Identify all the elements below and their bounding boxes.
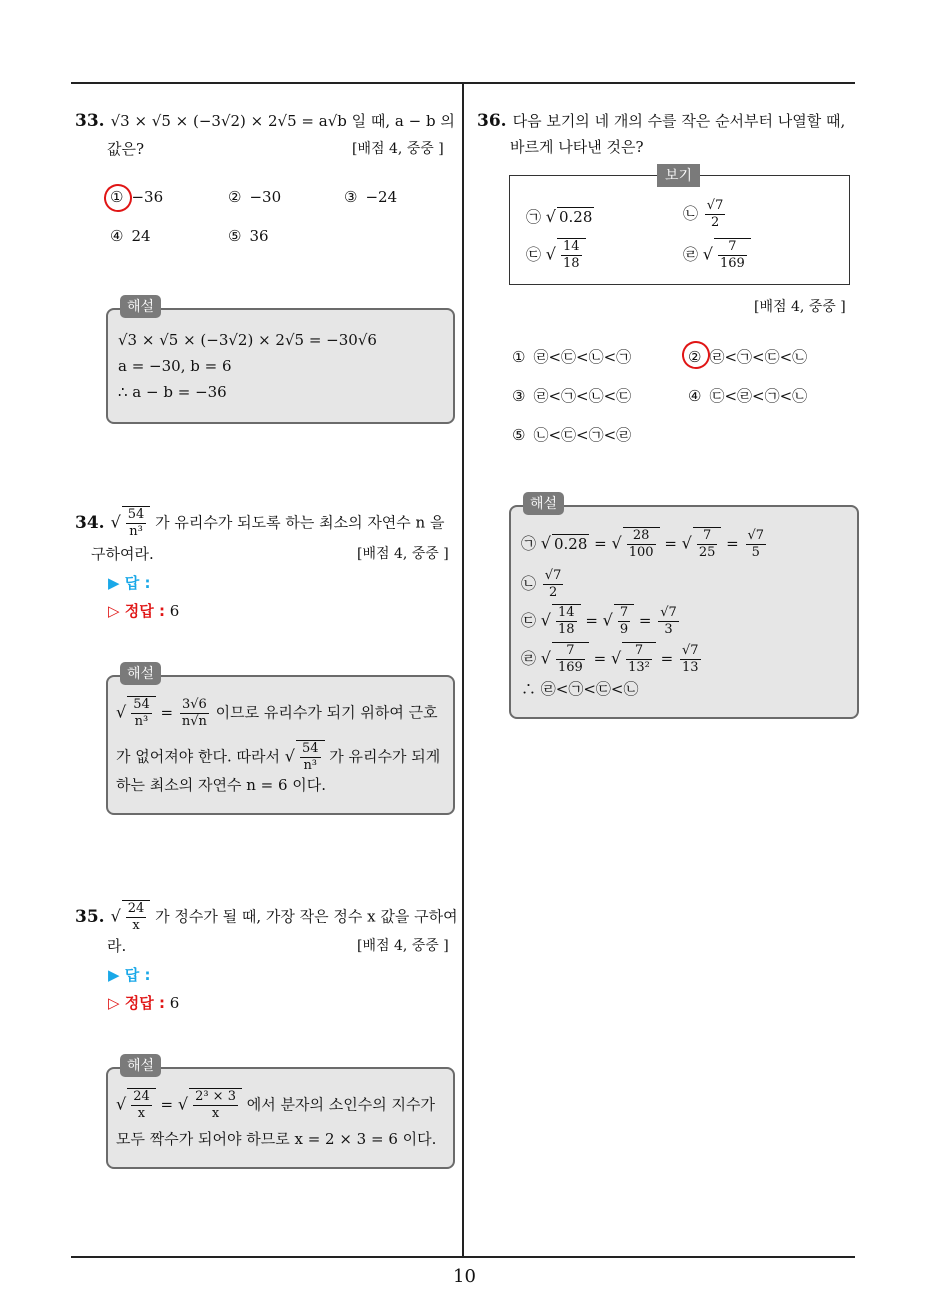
q34-number: 34. xyxy=(75,512,105,533)
q34-text2: 구하여라. xyxy=(91,545,154,563)
q35-text1: 가 정수가 될 때, 가장 작은 정수 x 값을 구하여 xyxy=(155,907,458,926)
q33-solution-tag: 해설 xyxy=(120,295,161,318)
q34-correct-value: 6 xyxy=(169,602,180,620)
bogi-item-b: ㉡ $\frac{√7}{2}$ xyxy=(683,198,724,230)
q34-correct: ▷ 정답 : 6 xyxy=(108,602,180,620)
q36-choice-4[interactable]: ④ ㉢<㉣<㉠<㉡ xyxy=(688,387,808,405)
q35-sol-line2: 모두 짝수가 되어야 하므로 x = 2 × 3 = 6 이다. xyxy=(116,1130,437,1148)
q36-solution-tag: 해설 xyxy=(523,492,564,515)
bottom-rule xyxy=(71,1256,855,1258)
bogi-item-d: ㉣ √ $\frac{7}{169}$ xyxy=(683,238,751,272)
q34-text1: 가 유리수가 되도록 하는 최소의 자연수 n 을 xyxy=(155,513,445,532)
q33-choice-1[interactable]: ① −36 xyxy=(110,188,164,206)
column-divider xyxy=(462,82,464,1257)
q33-line1 xyxy=(75,110,455,131)
q35-correct-value: 6 xyxy=(169,994,180,1012)
q33-choice-2[interactable]: ② −30 xyxy=(228,188,282,206)
q34-sol-line1: √ $\frac{54}{\text{n³}}$ = $\frac{3√6}{n√n}$ 이므로 유리수가 되기 위하여 근호 xyxy=(116,697,438,729)
q34-line1: 34. √ $\frac{54}{\text{n³}}$ 가 유리수가 되도록 하는 최소의 자연수 n 을 xyxy=(75,507,445,539)
q35-line1: 35. √ $\frac{24}{x}$ 가 정수가 될 때, 가장 작은 정수 x 값을 구하여 xyxy=(75,901,458,933)
q36-score: [배점 4, 중중 ] xyxy=(754,299,846,315)
q36-sol-line-c: ㉢ √ $\frac{14}{18}$ = √ $\frac{7}{9}$ = $\frac{√7}{3}$ xyxy=(521,605,677,637)
bogi-tag: 보기 xyxy=(657,164,700,187)
q36-text1: 다음 보기의 네 개의 수를 작은 순서부터 나열할 때, xyxy=(512,112,846,130)
q33-number: 33. xyxy=(75,111,105,131)
q34-sol-line2: 가 없어져야 한다. 따라서 √ $\frac{54}{\text{n³}}$ 가 유리수가 되게 xyxy=(116,741,441,773)
q35-solution-tag: 해설 xyxy=(120,1054,161,1077)
q34-solution-tag: 해설 xyxy=(120,662,161,685)
bogi-item-a: ㉠ √ 0.28 xyxy=(526,207,593,226)
q35-text2: 라. xyxy=(107,937,127,955)
q36-number: 36. xyxy=(477,111,507,131)
q36-sol-line-b: ㉡ $\frac{√7}{2}$ xyxy=(521,568,562,600)
q33-sol-line1: √3 × √5 × (−3√2) × 2√5 = −30√6 xyxy=(118,331,377,349)
q36-choice-3[interactable]: ③ ㉣<㉠<㉡<㉢ xyxy=(512,387,632,405)
q36-sol-line-a: ㉠ √ 0.28 = √ $\frac{28}{100}$ = √ $\frac{7}{25}$ = $\frac{√7}{5}$ xyxy=(521,528,765,560)
q33-choice-3[interactable]: ③ −24 xyxy=(344,188,398,206)
q35-score: [배점 4, 중중 ] xyxy=(357,938,449,954)
q33-score: [배점 4, 중중 ] xyxy=(352,141,444,157)
q33-choice-5[interactable]: ⑤ 36 xyxy=(228,227,269,245)
page-number: 10 xyxy=(453,1266,476,1287)
q36-sol-final: ∴ ㉣<㉠<㉢<㉡ xyxy=(521,680,639,698)
q36-choice-5[interactable]: ⑤ ㉡<㉢<㉠<㉣ xyxy=(512,426,632,444)
q35-sol-line1: √ $\frac{24}{x}$ = √ $\frac{\text{2³ × 3}}{x}$ 에서 분자의 소인수의 지수가 xyxy=(116,1089,435,1121)
q33-text1: √3 × √5 × (−3√2) × 2√5 = a√b 일 때, a − b 의 xyxy=(110,112,455,130)
q34-score: [배점 4, 중중 ] xyxy=(357,546,449,562)
q34-answer-label: ▶ 답 : xyxy=(108,574,151,592)
bogi-item-c: ㉢ √ $\frac{14}{18}$ xyxy=(526,238,586,272)
q36-choice-2[interactable]: ② ㉣<㉠<㉢<㉡ xyxy=(688,348,808,366)
q33-choice-4[interactable]: ④ 24 xyxy=(110,227,151,245)
q36-sol-line-d: ㉣ √ $\frac{7}{169}$ = √ $\frac{7}{\text{13²}}$ = $\frac{√7}{13}$ xyxy=(521,643,699,675)
q35-correct: ▷ 정답 : 6 xyxy=(108,994,180,1012)
q33-sol-line3: ∴ a − b = −36 xyxy=(118,383,227,401)
q36-choice-1[interactable]: ① ㉣<㉢<㉡<㉠ xyxy=(512,348,632,366)
q36-line1 xyxy=(477,110,845,131)
q35-answer-label: ▶ 답 : xyxy=(108,966,151,984)
q33-sol-line2: a = −30, b = 6 xyxy=(118,357,232,375)
q36-text2: 바르게 나타낸 것은? xyxy=(510,138,644,156)
q35-number: 35. xyxy=(75,906,105,927)
q33-text2: 값은? xyxy=(107,140,145,158)
q34-sol-line3: 하는 최소의 자연수 n = 6 이다. xyxy=(116,776,327,794)
